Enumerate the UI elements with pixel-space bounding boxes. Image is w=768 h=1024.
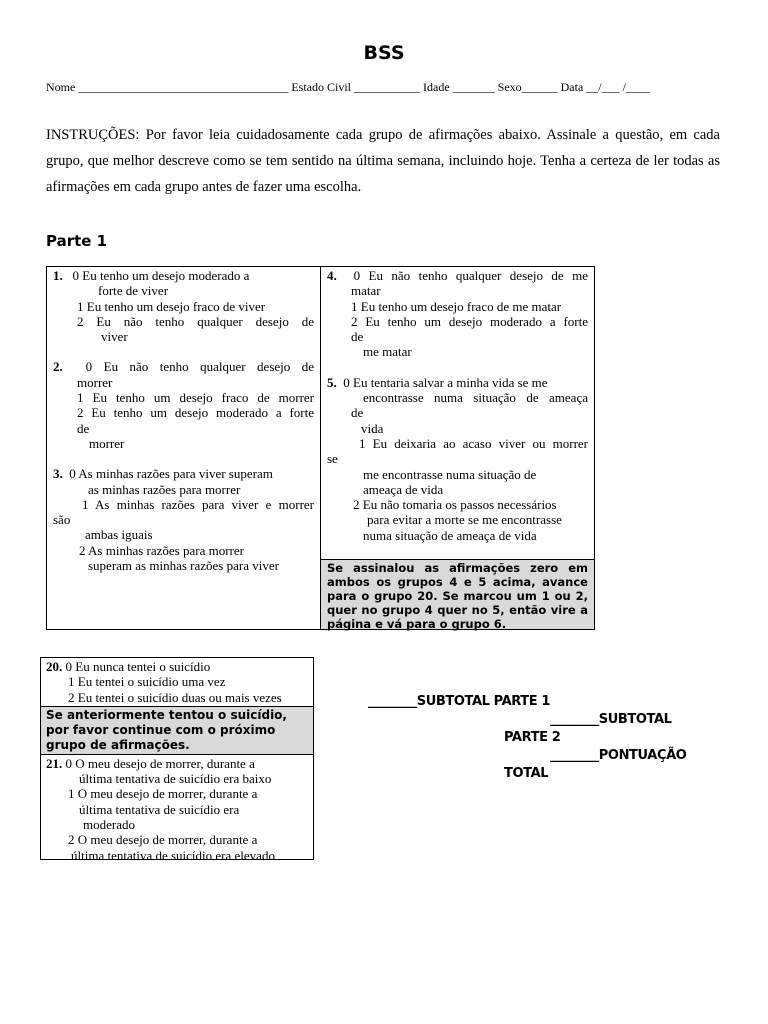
left-column	[47, 267, 321, 629]
part-1-table	[46, 266, 595, 630]
option-2[interactable]: 2 Eu não tomaria os passos necessários	[353, 497, 557, 513]
question-20	[41, 658, 313, 706]
part-1-heading: Parte 1	[46, 232, 108, 250]
option-2[interactable]: 2 O meu desejo de morrer, durante a	[68, 832, 258, 848]
option-1-cont: ambas iguais	[85, 527, 153, 543]
continue-instruction-note: Se anteriormente tentou o suicídio, por favor continue com o próximo grupo de afirmações.	[41, 706, 313, 755]
option-1[interactable]: 1 Eu tenho um desejo fraco de morrer	[77, 390, 314, 406]
right-column	[321, 267, 594, 629]
question-4	[327, 268, 588, 360]
question-number: 4.	[327, 268, 337, 283]
option-0[interactable]: 0 Eu tentaria salvar a minha vida se me	[343, 374, 548, 390]
option-0-cont: matar	[351, 283, 381, 299]
option-2-cont: para evitar a morte se me encontrasse	[367, 512, 562, 528]
option-2-cont: última tentativa de suicídio era elevado	[71, 847, 275, 863]
option-1[interactable]: 1 O meu desejo de morrer, durante a	[68, 786, 258, 802]
option-0-cont: de	[351, 405, 364, 421]
question-number: 1.	[53, 268, 63, 283]
option-0-cont: vida	[361, 420, 384, 436]
questions-20-21-table	[40, 657, 314, 863]
question-2	[53, 359, 314, 451]
page-title: BSS	[363, 42, 405, 64]
option-1[interactable]: 1 Eu deixaria ao acaso viver ou morrer	[359, 435, 588, 451]
option-2-cont: de	[77, 420, 90, 436]
option-1-cont: me encontrasse numa situação de	[363, 466, 537, 482]
subtotal-part-2-label: PARTE 2	[504, 730, 561, 745]
option-0[interactable]: 0 Eu tenho um desejo moderado a	[72, 268, 250, 283]
option-0-cont: última tentativa de suicídio era baixo	[79, 771, 272, 787]
option-2-cont: numa situação de ameaça de vida	[363, 527, 537, 543]
question-number: 20.	[46, 659, 63, 674]
option-0[interactable]: 0 As minhas razões para viver superam	[69, 466, 273, 482]
total-score-label: TOTAL	[504, 766, 549, 781]
option-0-cont: morrer	[77, 374, 113, 390]
question-number: 2.	[53, 359, 63, 375]
option-0-cont: encontrasse numa situação de ameaça	[363, 390, 588, 406]
option-2-cont: viver	[101, 329, 128, 345]
option-1[interactable]: 1 As minhas razões para viver e morrer	[82, 496, 314, 512]
question-number: 21.	[46, 755, 63, 771]
option-0[interactable]: 0 O meu desejo de morrer, durante a	[65, 755, 255, 771]
option-1-cont: ameaça de vida	[363, 481, 444, 497]
question-21	[41, 755, 313, 864]
option-2-cont: morrer	[89, 435, 125, 451]
option-2-cont: me matar	[363, 344, 412, 360]
option-1-cont: última tentativa de suicídio era	[79, 801, 240, 817]
subtotal-part-2[interactable]: ________SUBTOTAL	[550, 712, 672, 727]
question-number: 5.	[327, 374, 337, 390]
option-0-cont: forte de viver	[98, 283, 169, 299]
option-1[interactable]: 1 Eu tenho um desejo fraco de me matar	[351, 298, 562, 314]
option-0[interactable]: 0 Eu não tenho qualquer desejo de me	[353, 268, 589, 283]
option-2[interactable]: 2 As minhas razões para morrer	[79, 542, 244, 558]
option-2-cont: superam as minhas razões para viver	[88, 558, 279, 574]
question-1	[53, 268, 314, 344]
option-0[interactable]: 0 Eu nunca tentei o suicídio	[65, 659, 211, 674]
skip-instruction-note: Se assinalou as afirmações zero em ambos os grupos 4 e 5 acima, avance para o grupo 20. Se marcou um 1 ou 2, quer no grupo 4 quer no 5, então vire a página e vá para o grupo 6.	[321, 559, 594, 629]
option-0[interactable]: 0 Eu não tenho qualquer desejo de	[85, 359, 314, 375]
identification-line: Nome ___________________________________ Estado Civil ___________ Idade _______ Sexo______ Data __/___ /____	[46, 80, 650, 94]
option-2[interactable]: 2 Eu não tenho qualquer desejo de	[77, 313, 314, 329]
option-1-cont: moderado	[83, 817, 135, 833]
option-2-cont: de	[351, 329, 364, 345]
question-3	[53, 466, 314, 573]
option-1-cont: se	[327, 451, 338, 467]
option-1[interactable]: 1 Eu tenho um desejo fraco de viver	[77, 298, 266, 314]
option-1[interactable]: 1 Eu tentei o suicídio uma vez	[68, 674, 226, 690]
instructions-paragraph: INSTRUÇÕES: Por favor leia cuidadosamente cada grupo de afirmações abaixo. Assinale a questão, em cada grupo, que melhor descreve como se tem sentido na última semana, incluindo hoje. Tenha a certeza de ler todas as afirmações em cada grupo antes de fazer uma escolha.	[46, 127, 720, 195]
option-2[interactable]: 2 Eu tentei o suicídio duas ou mais vezes	[68, 689, 282, 705]
subtotal-part-1[interactable]: ________SUBTOTAL PARTE 1	[368, 694, 551, 709]
question-5	[327, 375, 588, 543]
option-0-cont: as minhas razões para morrer	[88, 481, 241, 497]
option-2[interactable]: 2 Eu tenho um desejo moderado a forte	[351, 313, 588, 329]
option-1-cont: são	[53, 512, 71, 528]
option-2[interactable]: 2 Eu tenho um desejo moderado a forte	[77, 405, 314, 421]
question-number: 3.	[53, 466, 63, 482]
total-score[interactable]: ________PONTUAÇÃO	[550, 748, 687, 763]
